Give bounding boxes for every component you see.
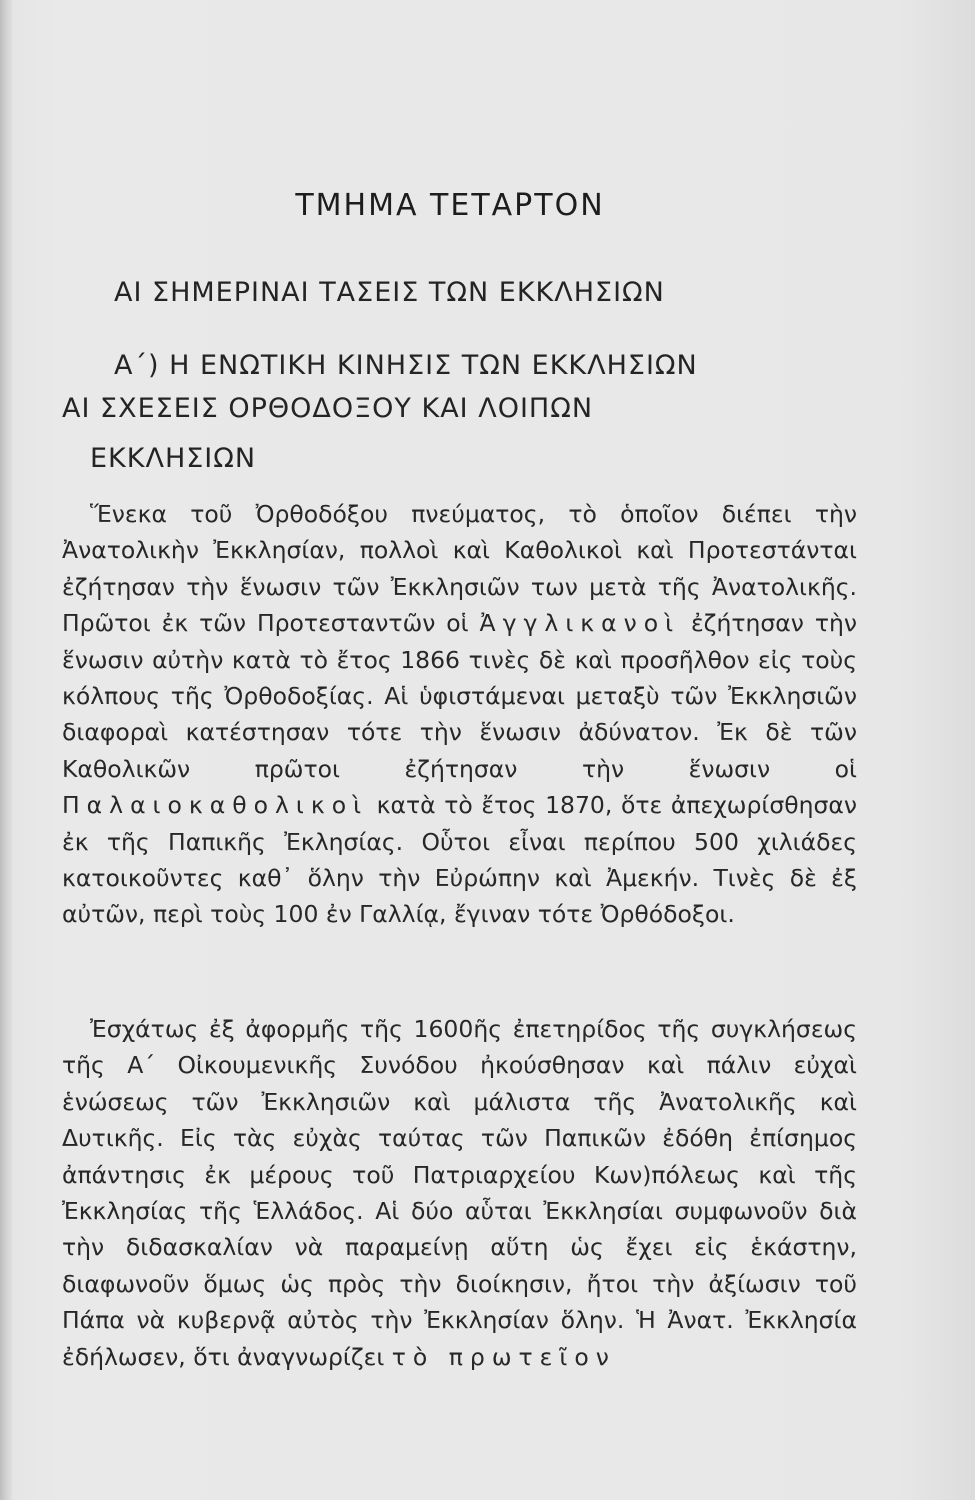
- section-title: ΤΜΗΜΑ ΤΕΤΑΡΤΟΝ: [295, 188, 605, 223]
- paragraph-1-text-a: Ἕνεκα τοῦ Ὀρθοδόξου πνεύματος, τὸ ὁποῖον διέπει τὴν Ἀνατολικὴν Ἐκκλησίαν, πολλοὶ καὶ Καθολικοὶ καὶ Προτεστάνται ἐζήτησαν τὴν ἕνωσιν τῶν Ἐκκλησιῶν των μετὰ τῆς Ἀνατολικῆς. Πρῶτοι ἐκ τῶν Προτεσταντῶν οἱ: [62, 500, 857, 638]
- paragraph-1-text-c: κατὰ τὸ ἔτος 1870, ὅτε ἀπεχωρίσθησαν ἐκ τῆς Παπικῆς Ἐκλησίας. Οὗτοι εἶναι περίπου 500 χιλιάδες κατοικοῦντες καθ᾿ ὅλην τὴν Εὐρώπην καὶ Ἀμεκήν. Τινὲς δὲ ἐξ αὐτῶν, περὶ τοὺς 100 ἐν Γαλλίᾳ, ἔγιναν τότε Ὀρθόδοξοι.: [62, 791, 857, 929]
- sub-heading-line-2: ΑΙ ΣΧΕΣΕΙΣ ΟΡΘΟΔΟΞΟΥ ΚΑΙ ΛΟΙΠΩΝ: [62, 393, 594, 424]
- emphasized-old-catholics: Παλαιοκαθολικοὶ: [62, 791, 369, 820]
- sub-heading-line-3: ΕΚΚΛΗΣΙΩΝ: [90, 443, 257, 474]
- emphasized-anglicans: Ἀγγλικανοὶ: [479, 609, 681, 638]
- main-heading: ΑΙ ΣΗΜΕΡΙΝΑΙ ΤΑΣΕΙΣ ΤΩΝ ΕΚΚΛΗΣΙΩΝ: [114, 277, 665, 308]
- paragraph-2: [62, 1011, 857, 1375]
- paragraph-1: [62, 496, 857, 933]
- paragraph-2-text-a: Ἐσχάτως ἐξ ἀφορμῆς τῆς 1600ῆς ἐπετηρίδος τῆς συγκλήσεως τῆς Α΄ Οἰκουμενικῆς Συνόδου ἠκούσθησαν καὶ πάλιν εὐχαὶ ἑνώσεως τῶν Ἐκκλησιῶν καὶ μάλιστα τῆς Ἀνατολικῆς καὶ Δυτικῆς. Εἰς τὰς εὐχὰς ταύτας τῶν Παπικῶν ἐδόθη ἐπίσημος ἀπάντησις ἐκ μέρους τοῦ Πατριαρχείου Κων)πόλεως καὶ τῆς Ἐκκλησίας τῆς Ἑλλάδος. Αἱ δύο αὗται Ἐκκλησίαι συμφωνοῦν διὰ τὴν διδασκαλίαν νὰ παραμείνῃ αὕτη ὡς ἔχει εἰς ἑκάστην, διαφωνοῦν ὅμως ὡς πρὸς τὴν διοίκησιν, ἤτοι τὴν ἀξίωσιν τοῦ Πάπα νὰ κυβερνᾷ αὐτὸς τὴν Ἐκκλησίαν ὅλην. Ἡ Ἀνατ. Ἐκκλησία ἐδήλωσεν, ὅτι ἀναγνωρίζει: [62, 1015, 857, 1371]
- emphasized-primacy: τὸ πρωτεῖον: [391, 1342, 616, 1371]
- sub-heading-line-1: Α΄) Η ΕΝΩΤΙΚΗ ΚΙΝΗΣΙΣ ΤΩΝ ΕΚΚΛΗΣΙΩΝ: [114, 350, 698, 381]
- paragraph-1-text-b: ἐζήτησαν τὴν ἕνωσιν αὐτὴν κατὰ τὸ ἔτος 1866 τινὲς δὲ καὶ προσῆλθον εἰς τοὺς κόλπους τῆς Ὀρθοδοξίας. Αἱ ὑφιστάμεναι μεταξὺ τῶν Ἐκκλησιῶν διαφοραὶ κατέστησαν τότε τὴν ἕνωσιν ἀδύνατον. Ἐκ δὲ τῶν Καθολικῶν πρῶτοι ἐζήτησαν τὴν ἕνωσιν οἱ: [62, 609, 857, 783]
- page-binding-edge: [0, 0, 12, 1500]
